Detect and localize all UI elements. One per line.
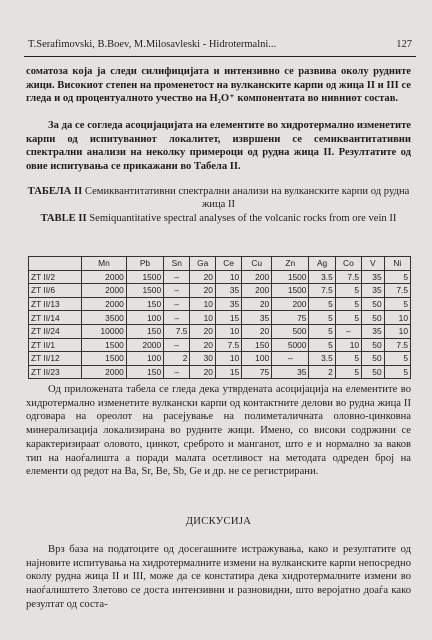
value-cell: 150 [126, 365, 163, 379]
value-cell: 5 [309, 297, 335, 311]
value-cell: 20 [242, 324, 272, 338]
value-cell: 2 [309, 365, 335, 379]
value-cell: 5 [335, 311, 361, 325]
value-cell: 2000 [82, 365, 127, 379]
value-cell: 10000 [82, 324, 127, 338]
value-cell: 5 [384, 365, 410, 379]
value-cell: 20 [190, 284, 216, 298]
value-cell: 500 [272, 324, 309, 338]
value-cell: 20 [242, 297, 272, 311]
intro-paragraph: соматоза која ја следи силифицијата и интензивно се развива околу рудните жици. Високиот степен на променетост на вулканските карпи од жица II и III се гледа и од процентуалното учество на H₂O⁺ компонентата во нивниот состав. [26, 66, 411, 105]
value-cell: 1500 [272, 284, 309, 298]
value-cell: 50 [362, 297, 385, 311]
value-cell: 5 [335, 365, 361, 379]
sample-id-cell: ZT II/12 [29, 352, 82, 366]
table-row [29, 284, 411, 298]
value-cell: 5 [384, 270, 410, 284]
value-cell: 35 [362, 324, 385, 338]
table-title-en: Semiquantitative spectral analyses of the volcanic rocks from ore vein II [89, 213, 397, 224]
value-cell: 15 [215, 365, 241, 379]
value-cell: 3.5 [309, 270, 335, 284]
column-header-element: Pb [126, 257, 163, 271]
value-cell: 1500 [82, 338, 127, 352]
value-cell: 35 [215, 284, 241, 298]
value-cell: 50 [362, 338, 385, 352]
paragraph-results: Од приложената табела се гледа дека утврдената асоцијација на елементите во хидротермално изменетите вулкански карпи од контактните делови во рудна жица II одговара на ореолот на расејување на полиметаличната оловно-цинковна минерализација локализирана во рудните жици. Имено, со високи содржини се карактеризираат оловото, цинкот, среброто и манганот, што е и нормално за ваков тип на наоѓалишта а поради малата осетливост на методата одреден број на елементи од редот на Ba, Sr, Be, Sb, Ge и др. не се регистрирани. [26, 384, 411, 478]
sample-id-cell: ZT II/2 [29, 270, 82, 284]
value-cell: – [164, 365, 190, 379]
table-header-row [29, 257, 411, 271]
value-cell: 7.5 [335, 270, 361, 284]
value-cell: 7.5 [309, 284, 335, 298]
section-heading-discussion: ДИСКУСИЈА [185, 516, 252, 527]
value-cell: 5 [335, 352, 361, 366]
value-cell: 10 [190, 311, 216, 325]
value-cell: 3500 [82, 311, 127, 325]
spectral-analysis-table [28, 256, 411, 379]
table-row [29, 270, 411, 284]
table-row [29, 352, 411, 366]
table-row [29, 311, 411, 325]
value-cell: 20 [190, 365, 216, 379]
value-cell: 35 [215, 297, 241, 311]
value-cell: 5 [384, 297, 410, 311]
table-label-en: TABLE II [40, 213, 87, 224]
value-cell: 7.5 [384, 338, 410, 352]
column-header-element: Ga [190, 257, 216, 271]
value-cell: – [164, 297, 190, 311]
value-cell: 1500 [126, 284, 163, 298]
sample-id-cell: ZT II/6 [29, 284, 82, 298]
value-cell: 10 [190, 297, 216, 311]
table-row [29, 324, 411, 338]
table-label-mk: ТАБЕЛА II [27, 186, 83, 197]
table-head [29, 257, 411, 271]
value-cell: 200 [242, 270, 272, 284]
value-cell: 5000 [272, 338, 309, 352]
value-cell: 5 [309, 324, 335, 338]
table-caption-en [26, 212, 411, 225]
value-cell: 10 [384, 324, 410, 338]
column-header-element: Ce [215, 257, 241, 271]
value-cell: 30 [190, 352, 216, 366]
paragraph-discussion: Врз база на податоците од досегашните истражувања, како и резултатите од најновите испитувања на хидротермалните измени на вулканските карпи непосредно околу рудна жица II и III, може да се констатира дека хидротермалните измени во наоѓалиштето Злетово се доста интензивни и разновидни, што веројатно доаѓа како резултат од соста- [26, 544, 411, 610]
value-cell: 50 [362, 352, 385, 366]
value-cell: 7.5 [164, 324, 190, 338]
sample-id-cell: ZT II/14 [29, 311, 82, 325]
value-cell: 3.5 [309, 352, 335, 366]
value-cell: 15 [215, 311, 241, 325]
value-cell: 1500 [82, 352, 127, 366]
column-header-sample [29, 257, 82, 271]
value-cell: 7.5 [215, 338, 241, 352]
value-cell: 50 [362, 365, 385, 379]
value-cell: 5 [335, 297, 361, 311]
table-title-mk: Семиквантитативни спектрални анализи на вулканските карпи од рудна жица II [84, 186, 410, 210]
value-cell: – [272, 352, 309, 366]
table-body [29, 270, 411, 379]
value-cell: 200 [242, 284, 272, 298]
value-cell: 20 [190, 338, 216, 352]
value-cell: 5 [384, 352, 410, 366]
value-cell: 35 [362, 284, 385, 298]
header-rule [24, 56, 416, 57]
header-authors: T.Serafimovski, B.Boev, M.Milosavleski - Hidrotermalni... [28, 39, 277, 50]
value-cell: 2000 [82, 284, 127, 298]
value-cell: 75 [272, 311, 309, 325]
column-header-element: Ag [309, 257, 335, 271]
sample-id-cell: ZT II/1 [29, 338, 82, 352]
table-row [29, 338, 411, 352]
column-header-element: Ni [384, 257, 410, 271]
value-cell: 7.5 [384, 284, 410, 298]
value-cell: 150 [126, 297, 163, 311]
column-header-element: Mn [82, 257, 127, 271]
value-cell: 10 [215, 352, 241, 366]
value-cell: 10 [215, 324, 241, 338]
column-header-element: Sn [164, 257, 190, 271]
value-cell: 2 [164, 352, 190, 366]
page-number: 127 [396, 39, 412, 50]
column-header-element: Cu [242, 257, 272, 271]
value-cell: 150 [242, 338, 272, 352]
table-row [29, 297, 411, 311]
value-cell: 1500 [272, 270, 309, 284]
value-cell: 20 [190, 270, 216, 284]
value-cell: 100 [242, 352, 272, 366]
value-cell: 200 [272, 297, 309, 311]
value-cell: 100 [126, 311, 163, 325]
value-cell: – [164, 284, 190, 298]
column-header-element: Co [335, 257, 361, 271]
column-header-element: Zn [272, 257, 309, 271]
value-cell: 35 [362, 270, 385, 284]
value-cell: 10 [384, 311, 410, 325]
sample-id-cell: ZT II/13 [29, 297, 82, 311]
value-cell: 5 [309, 311, 335, 325]
value-cell: 35 [272, 365, 309, 379]
value-cell: – [164, 270, 190, 284]
table-row [29, 365, 411, 379]
value-cell: 10 [215, 270, 241, 284]
value-cell: 20 [190, 324, 216, 338]
value-cell: 10 [335, 338, 361, 352]
value-cell: – [335, 324, 361, 338]
value-cell: 1500 [126, 270, 163, 284]
running-header [28, 39, 412, 50]
sample-id-cell: ZT II/23 [29, 365, 82, 379]
value-cell: 2000 [126, 338, 163, 352]
value-cell: 2000 [82, 297, 127, 311]
value-cell: 2000 [82, 270, 127, 284]
value-cell: 35 [242, 311, 272, 325]
column-header-element: V [362, 257, 385, 271]
sample-id-cell: ZT II/24 [29, 324, 82, 338]
value-cell: 5 [335, 284, 361, 298]
value-cell: 50 [362, 311, 385, 325]
value-cell: – [164, 338, 190, 352]
value-cell: 100 [126, 352, 163, 366]
value-cell: 5 [309, 338, 335, 352]
value-cell: 150 [126, 324, 163, 338]
paragraph-association: За да се согледа асоцијацијата на елементите во хидротермално изменетите карпи од испитуваниот локалитет, извршени се семиквантитативни спектрални анализи на неколку примероци од рудна жица II. Резултатите од овие испитувања се прикажани во Табела II. [26, 120, 411, 173]
value-cell: – [164, 311, 190, 325]
value-cell: 75 [242, 365, 272, 379]
table-caption-mk [26, 185, 411, 211]
